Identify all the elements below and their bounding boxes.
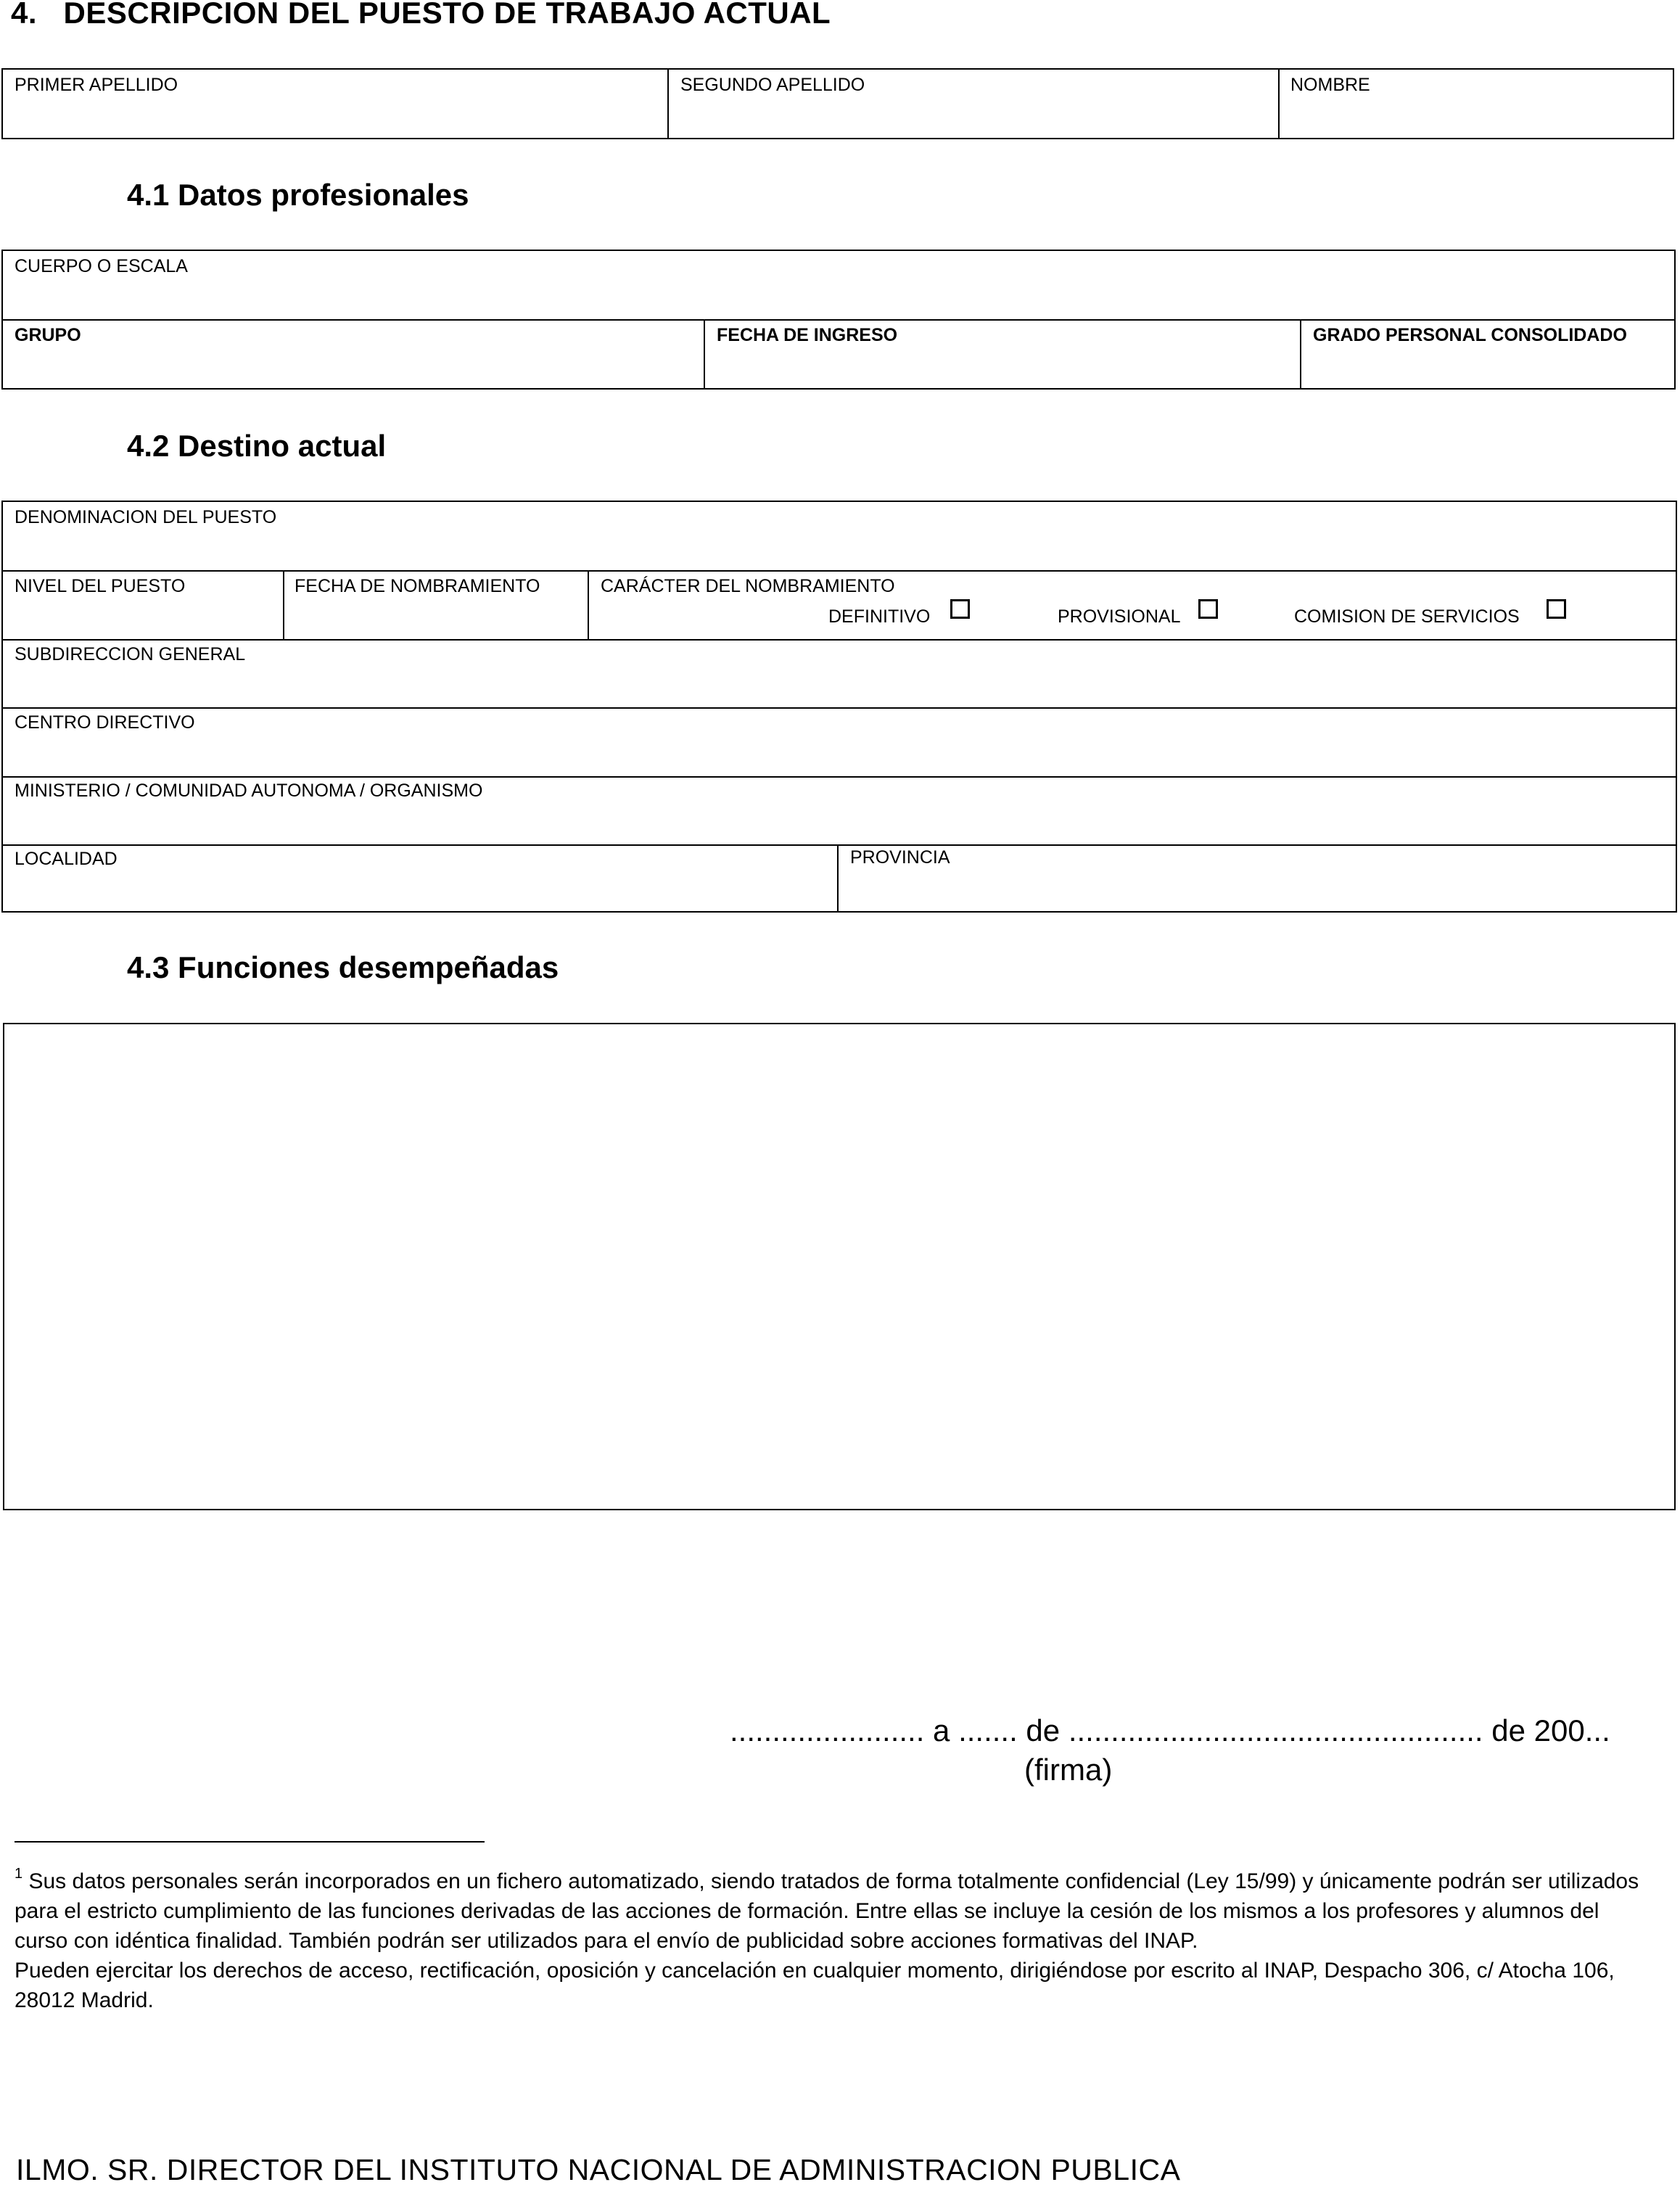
ministerio-label: MINISTERIO / COMUNIDAD AUTONOMA / ORGANISMO xyxy=(15,781,483,801)
centro-directivo-label: CENTRO DIRECTIVO xyxy=(15,712,195,733)
destino-row6-divider xyxy=(837,844,839,911)
footnote-text-1: Sus datos personales serán incorporados en un fichero automatizado, siendo tratados de forma totalmente confidencial (Ley 15/99) y únicamente podrán ser utilizados para el estricto cumplimiento de las funciones derivadas de las acciones de formación. Entre ellas se incluye la cesión de los mismos a los profesores y alumnos del curso con idéntica finalidad. También podrán ser utilizados para el envío de publicidad sobre acciones formativas del INAP. xyxy=(15,1869,1639,1953)
funciones-textarea[interactable] xyxy=(3,1023,1676,1510)
footnote-paragraph-2: Pueden ejercitar los derechos de acceso, rectificación, oposición y cancelación en cualquier momento, dirigiéndose por escrito al INAP, Despacho 306, c/ Atocha 106, 28012 Madrid. xyxy=(15,1959,1615,2012)
section-number: 4. xyxy=(11,0,38,30)
destino-actual-heading: 4.2 Destino actual xyxy=(127,429,387,463)
datos-profesionales-heading: 4.1 Datos profesionales xyxy=(127,178,469,212)
section-title-text: DESCRIPCION DEL PUESTO DE TRABAJO ACTUAL xyxy=(63,0,831,30)
datos-divider-1 xyxy=(704,319,705,388)
fecha-nombramiento-label: FECHA DE NOMBRAMIENTO xyxy=(295,576,540,596)
provincia-label: PROVINCIA xyxy=(850,847,950,868)
fecha-ingreso-label: FECHA DE INGRESO xyxy=(717,325,898,345)
footnote-paragraph-1 xyxy=(15,1859,1654,1956)
footnote-rule xyxy=(15,1841,485,1843)
grado-personal-label: GRADO PERSONAL CONSOLIDADO xyxy=(1313,325,1627,345)
identity-divider-2 xyxy=(1278,70,1280,138)
segundo-apellido-label: SEGUNDO APELLIDO xyxy=(680,75,865,95)
grupo-label: GRUPO xyxy=(15,325,81,345)
comision-servicios-label: COMISION DE SERVICIOS xyxy=(1294,606,1520,627)
destino-row-divider-3 xyxy=(3,707,1676,709)
provisional-checkbox[interactable] xyxy=(1198,599,1218,619)
closing-address: ILMO. SR. DIRECTOR DEL INSTITUTO NACIONAL DE ADMINISTRACION PUBLICA xyxy=(16,2153,1181,2186)
primer-apellido-label: PRIMER APELLIDO xyxy=(15,75,178,95)
footnote xyxy=(15,1859,1654,2015)
destino-row-divider-5 xyxy=(3,844,1676,846)
localidad-label: LOCALIDAD xyxy=(15,849,118,869)
definitivo-checkbox[interactable] xyxy=(950,599,970,619)
date-line: ....................... a ....... de ................................................. de 200... xyxy=(730,1713,1610,1748)
destino-row2-divider-1 xyxy=(283,570,284,639)
cuerpo-escala-label: CUERPO O ESCALA xyxy=(15,256,188,276)
destino-row-divider-2 xyxy=(3,639,1676,641)
identity-divider-1 xyxy=(667,70,669,138)
funciones-heading: 4.3 Funciones desempeñadas xyxy=(127,950,559,984)
footnote-marker: 1 xyxy=(15,1866,23,1882)
caracter-nombramiento-label: CARÁCTER DEL NOMBRAMIENTO xyxy=(601,576,895,596)
definitivo-label: DEFINITIVO xyxy=(828,606,931,627)
nivel-puesto-label: NIVEL DEL PUESTO xyxy=(15,576,186,596)
identity-table xyxy=(1,68,1674,139)
destino-actual-table xyxy=(1,501,1677,913)
denominacion-label: DENOMINACION DEL PUESTO xyxy=(15,507,277,527)
datos-divider-2 xyxy=(1300,319,1301,388)
datos-row-divider xyxy=(3,319,1674,321)
firma-label: (firma) xyxy=(1024,1753,1113,1787)
nombre-label: NOMBRE xyxy=(1290,75,1370,95)
provisional-label: PROVISIONAL xyxy=(1058,606,1181,627)
section-title xyxy=(11,0,831,30)
datos-profesionales-table xyxy=(1,250,1676,390)
destino-row2-divider-2 xyxy=(588,570,589,639)
comision-servicios-checkbox[interactable] xyxy=(1547,599,1566,619)
destino-row-divider-4 xyxy=(3,776,1676,778)
subdireccion-label: SUBDIRECCION GENERAL xyxy=(15,644,246,664)
destino-row-divider-1 xyxy=(3,570,1676,572)
